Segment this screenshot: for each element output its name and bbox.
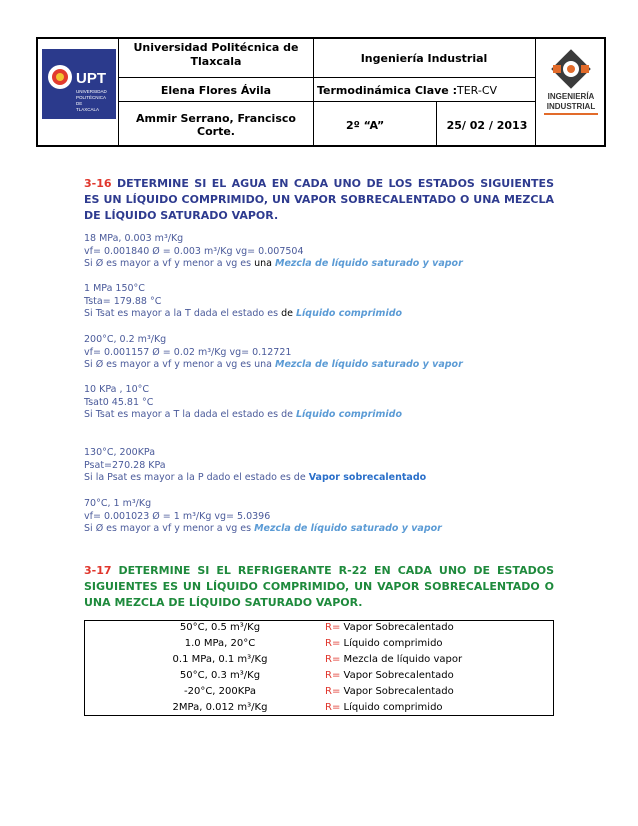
case-line: Tsta= 179.88 °C (84, 295, 162, 307)
upt-logo (42, 49, 116, 119)
case-conclusion: Si la Psat es mayor a la P dado el estado es de Vapor sobrecalentado (84, 472, 427, 483)
table-row (85, 701, 553, 717)
case-conclusion: Si Ø es mayor a vf y menor a vg es Mezcla de líquido saturado y vapor (84, 523, 442, 534)
group-label: 2º “A” (346, 119, 385, 132)
divider (535, 39, 536, 145)
answers-table (84, 620, 554, 716)
case-5 (84, 447, 554, 485)
state-cell: 50°C, 0.3 m³/Kg (179, 670, 261, 681)
divider (118, 101, 535, 102)
case-1 (84, 233, 554, 271)
date-label: 25/ 02 / 2013 (446, 119, 528, 132)
svg-text:INDUSTRIAL: INDUSTRIAL (546, 102, 596, 111)
table-row (85, 621, 553, 637)
question-3-16-title (84, 176, 554, 224)
case-line: 10 KPa , 10°C (84, 384, 149, 395)
svg-text:UPT: UPT (76, 70, 106, 87)
answer-cell: R= Líquido comprimido (325, 638, 443, 649)
table-row (85, 637, 553, 653)
question-text: DETERMINE SI EL AGUA EN CADA UNO DE LOS ESTADOS SIGUIENTES ES UN LÍQUIDO COMPRIMIDO, UN VAPOR SOBRECALENTADO O UNA MEZCLA DE LÍQUIDO SATURADO VAPOR. (84, 177, 554, 222)
header-table (36, 37, 606, 147)
case-2 (84, 283, 554, 321)
case-line: 200°C, 0.2 m³/Kg (84, 334, 167, 345)
svg-text:POLITÉCNICA: POLITÉCNICA (76, 95, 107, 100)
case-line: vf= 0.001157 Ø = 0.02 m³/Kg vg= 0.12721 (84, 346, 292, 358)
case-line: Psat=270.28 KPa (84, 459, 166, 471)
university-name: Universidad Politécnica de Tlaxcala (133, 41, 299, 68)
divider (118, 39, 119, 145)
svg-text:INGENIERÍA: INGENIERÍA (547, 92, 595, 101)
question-text: DETERMINE SI EL REFRIGERANTE R-22 EN CADA UNO DE ESTADOS SIGUIENTES ES UN LÍQUIDO COMPRIMIDO, UN VAPOR SOBRECALENTADO O UNA MEZCLA DE LÍQUIDO SATURADO VAPOR. (84, 564, 554, 609)
student-name: Elena Flores Ávila (160, 84, 272, 97)
case-4 (84, 384, 554, 422)
svg-text:TLAXCALA: TLAXCALA (76, 107, 100, 112)
table-row (85, 685, 553, 701)
case-conclusion: Si Ø es mayor a vf y menor a vg es una Mezcla de líquido saturado y vapor (84, 258, 463, 269)
answer-cell: R= Vapor Sobrecalentado (325, 686, 454, 697)
state-cell: 50°C, 0.5 m³/Kg (179, 622, 261, 633)
answer-cell: R= Vapor Sobrecalentado (325, 670, 454, 681)
answer-cell: R= Mezcla de líquido vapor (325, 654, 463, 665)
case-line: Tsat0 45.81 °C (84, 396, 154, 408)
question-number: 3-17 (84, 564, 112, 577)
case-6 (84, 498, 554, 536)
question-3-17-title (84, 563, 554, 611)
state-cell: -20°C, 200KPa (183, 686, 257, 697)
case-conclusion: Si Tsat es mayor a T la dada el estado es de Líquido comprimido (84, 409, 403, 420)
table-row (85, 669, 553, 685)
state-cell: 2MPa, 0.012 m³/Kg (172, 702, 268, 713)
case-line: 70°C, 1 m³/Kg (84, 498, 152, 509)
case-line: 18 MPa, 0.003 m³/Kg (84, 233, 184, 244)
svg-text:DE: DE (76, 101, 83, 106)
teacher-name: Ammir Serrano, Francisco Corte. (136, 112, 296, 138)
divider (118, 77, 535, 78)
state-cell: 1.0 MPa, 20°C (184, 638, 256, 649)
svg-text:UNIVERSIDAD: UNIVERSIDAD (76, 89, 107, 94)
case-line: vf= 0.001840 Ø = 0.003 m³/Kg vg= 0.007504 (84, 245, 304, 257)
subject-code: TER-CV (456, 84, 498, 97)
divider (436, 101, 437, 145)
ingenieria-industrial-logo (538, 45, 604, 125)
case-line: 130°C, 200KPa (84, 447, 156, 458)
case-conclusion: Si Tsat es mayor a la T dada el estado es de Líquido comprimido (84, 308, 403, 319)
table-row (85, 653, 553, 669)
question-number: 3-16 (84, 177, 112, 190)
answer-cell: R= Vapor Sobrecalentado (325, 622, 454, 633)
subject-cell (317, 84, 533, 97)
answer-cell: R= Líquido comprimido (325, 702, 443, 713)
career-name: Ingeniería Industrial (360, 52, 488, 65)
subject-label: Termodinámica Clave : (317, 84, 457, 97)
case-line: vf= 0.001023 Ø = 1 m³/Kg vg= 5.0396 (84, 510, 271, 522)
state-cell: 0.1 MPa, 0.1 m³/Kg (172, 654, 268, 665)
case-line: 1 MPa 150°C (84, 283, 145, 294)
case-conclusion: Si Ø es mayor a vf y menor a vg es una Mezcla de líquido saturado y vapor (84, 359, 463, 370)
case-3 (84, 334, 554, 372)
